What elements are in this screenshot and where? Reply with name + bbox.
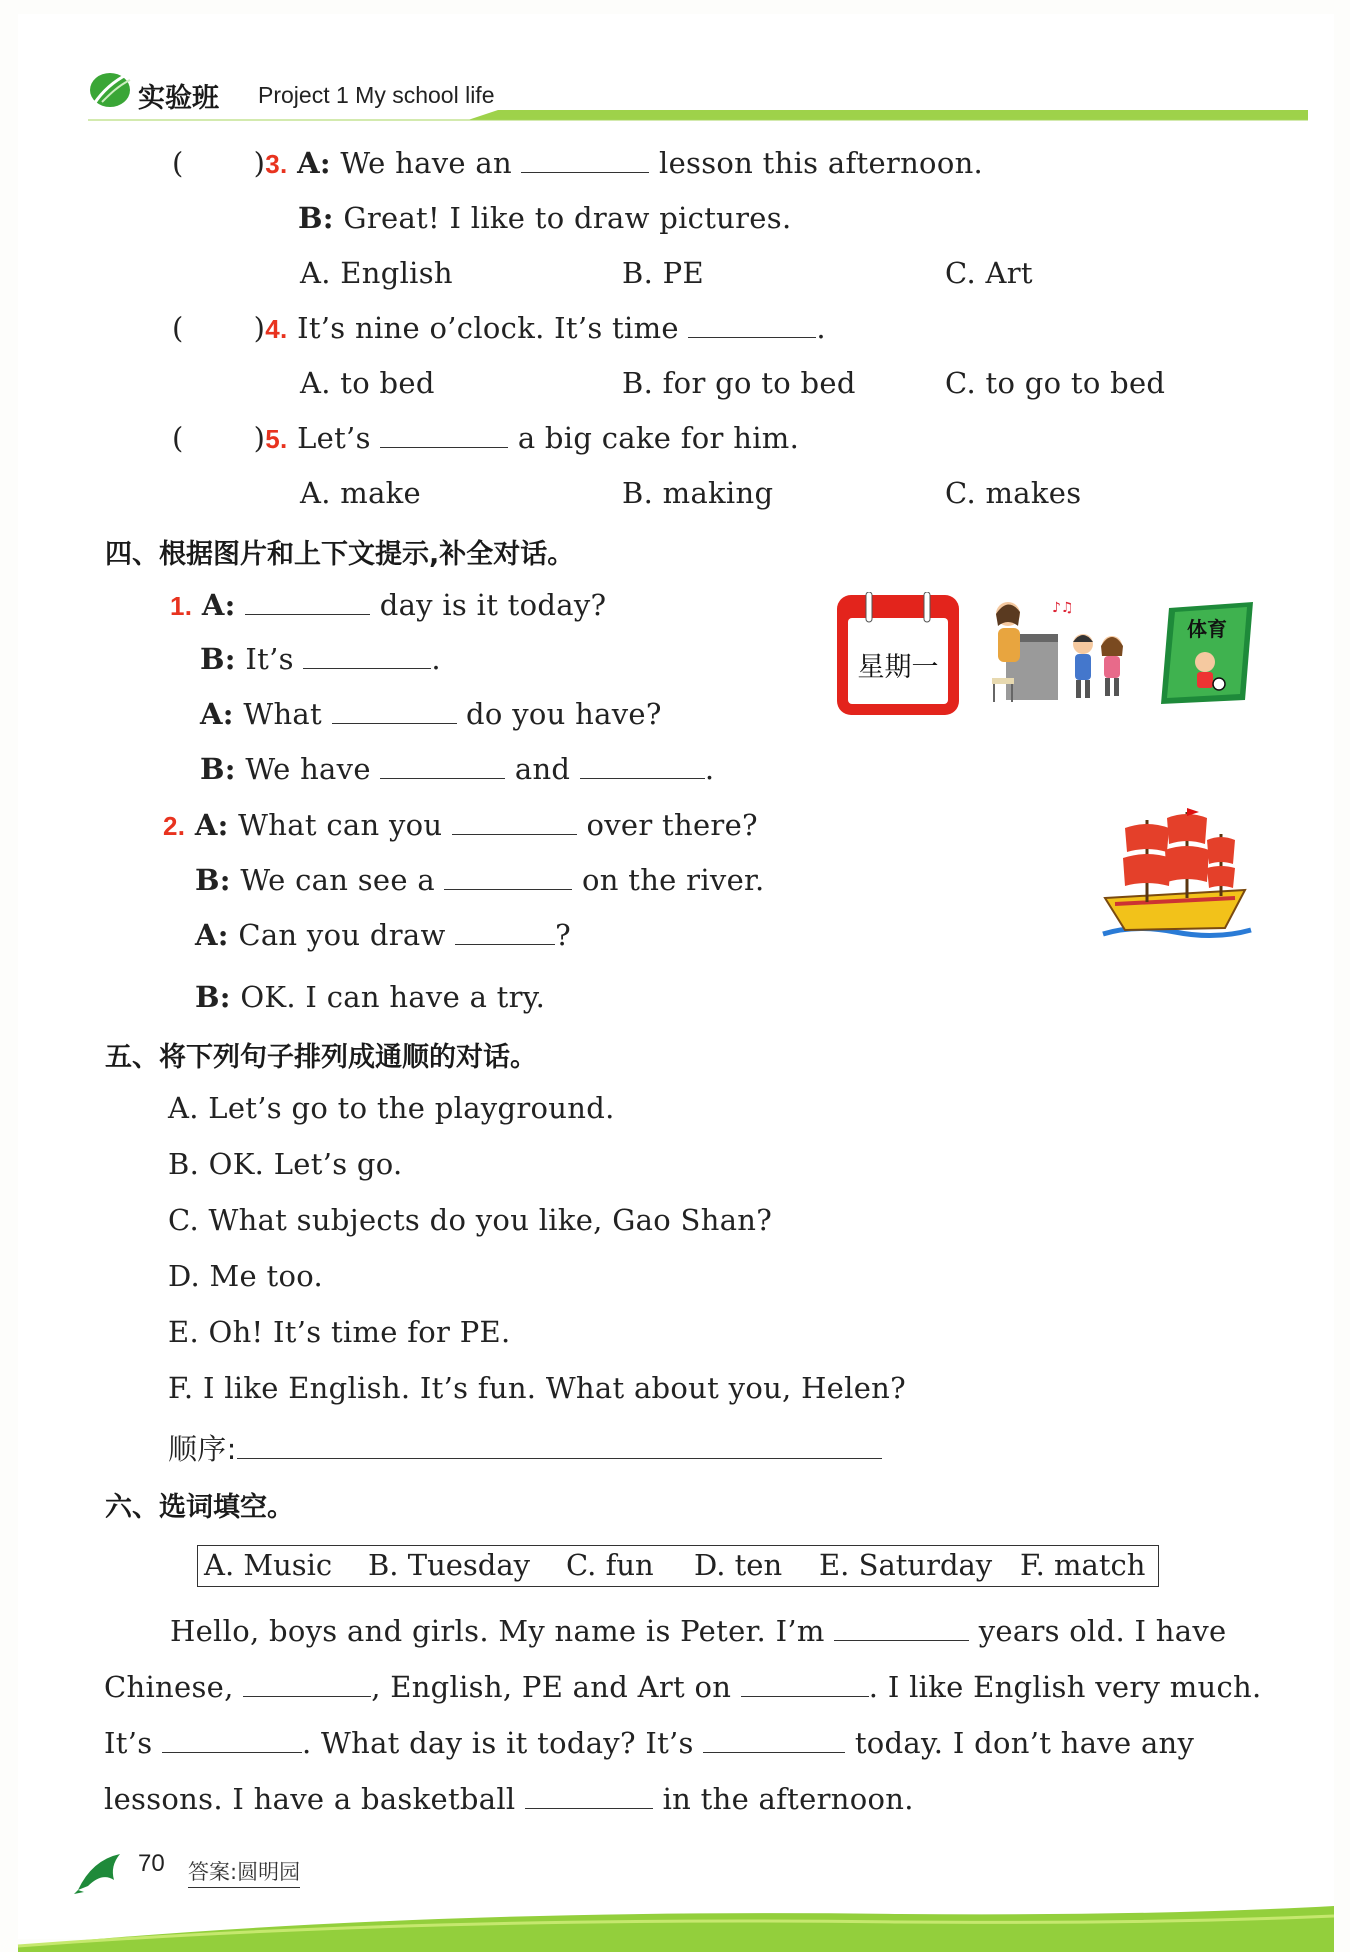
- d2-text-1b: over there?: [586, 808, 758, 842]
- s6-text-3a: It’s: [104, 1726, 153, 1760]
- s6-line-3: [104, 1726, 1194, 1760]
- footer-green-wave: [0, 1888, 1350, 1952]
- d1-text-1: day is it today?: [379, 588, 607, 622]
- q3-option-b: B. PE: [622, 256, 704, 290]
- word-option-saturday: E. Saturday: [819, 1548, 993, 1582]
- s5-order-line: [168, 1427, 882, 1468]
- s6-blank-1[interactable]: [834, 1618, 969, 1641]
- s6-text-2b: , English, PE and Art on: [371, 1670, 732, 1704]
- header-green-bar: [88, 108, 1308, 122]
- s6-text-2a: Chinese,: [104, 1670, 234, 1704]
- d2-blank-3[interactable]: [455, 922, 555, 945]
- q5-text-post: a big cake for him.: [517, 421, 800, 455]
- answer-paren-open: (: [172, 146, 184, 180]
- music-class-picture: [988, 598, 1138, 708]
- question-number: 4.: [265, 314, 288, 344]
- speaker-a: A:: [201, 588, 236, 622]
- d1-blank-3[interactable]: [332, 701, 457, 724]
- q3-option-a: A. English: [300, 256, 453, 290]
- s6-text-1b: years old. I have: [978, 1614, 1227, 1648]
- d1-blank-1[interactable]: [245, 592, 370, 615]
- d2-blank-1[interactable]: [452, 812, 577, 835]
- speaker-a: A:: [297, 146, 331, 180]
- speaker-b: B:: [298, 201, 334, 235]
- s6-text-1a: Hello, boys and girls. My name is Peter. I’m: [170, 1614, 825, 1648]
- answer-note: 答案:圆明园: [188, 1856, 300, 1888]
- dialog-number: 2.: [163, 811, 186, 841]
- d1-line-4: [200, 752, 714, 786]
- q4-line: [172, 311, 826, 345]
- project-title: Project 1 My school life: [258, 82, 495, 108]
- section-4-title: 四、根据图片和上下文提示,补全对话。: [105, 539, 575, 570]
- d2-line-3: [195, 918, 571, 952]
- q4-text: It’s nine o’clock. It’s time: [297, 311, 679, 345]
- answer-paren-close: ): [253, 421, 266, 455]
- speaker-b: B:: [200, 642, 236, 676]
- s6-blank-2[interactable]: [243, 1674, 371, 1697]
- s5-item-c: C. What subjects do you like, Gao Shan?: [168, 1203, 773, 1237]
- d2-line-2: [195, 863, 765, 897]
- word-option-tuesday: B. Tuesday: [368, 1548, 531, 1582]
- d1-text-4b: and: [514, 752, 571, 786]
- q3-b-text: Great! I like to draw pictures.: [343, 201, 792, 235]
- d1-text-3a: What: [243, 697, 322, 731]
- pe-book-picture: [1155, 600, 1255, 710]
- calendar-label: 星期一: [857, 652, 939, 683]
- q5-option-b: B. making: [622, 476, 774, 510]
- d1-period: .: [431, 642, 441, 676]
- s5-item-a: A. Let’s go to the playground.: [168, 1091, 615, 1125]
- d2-text-2a: We can see a: [240, 863, 435, 897]
- s6-line-4: [104, 1782, 914, 1816]
- q4-period: .: [816, 311, 826, 345]
- dialog-number: 1.: [170, 591, 193, 621]
- q5-option-a: A. make: [300, 476, 422, 510]
- d2-line-4: [195, 980, 545, 1014]
- question-number: 3.: [265, 149, 288, 179]
- calendar-monday-picture: [834, 592, 962, 718]
- d2-text-3: Can you draw: [238, 918, 446, 952]
- word-option-ten: D. ten: [694, 1548, 783, 1582]
- q3-option-c: C. Art: [945, 256, 1033, 290]
- s5-item-e: E. Oh! It’s time for PE.: [168, 1315, 511, 1349]
- s6-blank-3[interactable]: [741, 1674, 869, 1697]
- answer-paren-close: ): [253, 146, 266, 180]
- page-number: 70: [138, 1850, 165, 1877]
- page-header: [88, 68, 1308, 118]
- s6-blank-5[interactable]: [703, 1730, 845, 1753]
- d1-blank-4[interactable]: [380, 756, 505, 779]
- word-bank-box: [197, 1545, 1159, 1587]
- book-label: 体育: [1187, 617, 1227, 641]
- answer-paren-close: ): [253, 311, 266, 345]
- speaker-b: B:: [195, 980, 231, 1014]
- word-option-fun: C. fun: [566, 1548, 654, 1582]
- s6-blank-6[interactable]: [525, 1786, 653, 1809]
- leaf-logo-icon: [88, 68, 136, 110]
- music-note-icon: ♪♫: [1052, 600, 1074, 616]
- s6-text-4b: in the afternoon.: [662, 1782, 914, 1816]
- d1-text-3b: do you have?: [466, 697, 662, 731]
- q4-option-c: C. to go to bed: [945, 366, 1166, 400]
- word-option-music: A. Music: [204, 1548, 333, 1582]
- d2-line-1: [163, 808, 758, 842]
- d1-text-4a: We have: [245, 752, 371, 786]
- q5-blank[interactable]: [380, 425, 508, 448]
- d2-text-1a: What can you: [238, 808, 443, 842]
- q4-option-a: A. to bed: [300, 366, 435, 400]
- d1-period: .: [704, 752, 715, 786]
- q3-text-pre: We have an: [340, 146, 512, 180]
- s6-text-4a: lessons. I have a basketball: [104, 1782, 516, 1816]
- speaker-a: A:: [200, 697, 234, 731]
- speaker-a: A:: [194, 808, 229, 842]
- d2-blank-2[interactable]: [444, 867, 572, 890]
- section-6-title: 六、选词填空。: [105, 1492, 294, 1523]
- answer-paren-open: (: [172, 421, 184, 455]
- speaker-a: A:: [195, 918, 229, 952]
- question-number: 5.: [265, 424, 288, 454]
- q3-blank[interactable]: [521, 150, 649, 173]
- d1-blank-2[interactable]: [303, 646, 431, 669]
- q3-line: [172, 146, 983, 180]
- page-sheet: [18, 14, 1334, 1939]
- word-option-match: F. match: [1020, 1548, 1146, 1582]
- q4-option-b: B. for go to bed: [622, 366, 856, 400]
- q5-option-c: C. makes: [945, 476, 1082, 510]
- s5-item-d: D. Me too.: [168, 1259, 324, 1293]
- d1-blank-5[interactable]: [580, 756, 705, 779]
- q5-text-pre: Let’s: [297, 421, 371, 455]
- order-label: 顺序:: [168, 1432, 237, 1466]
- q5-line: [172, 421, 799, 455]
- s5-item-f: F. I like English. It’s fun. What about you, Helen?: [168, 1371, 907, 1405]
- d1-line-2: [200, 642, 441, 676]
- q3-b-line: [298, 201, 791, 235]
- s6-text-3c: today. I don’t have any: [854, 1726, 1195, 1760]
- speaker-b: B:: [195, 863, 231, 897]
- q4-blank[interactable]: [688, 315, 816, 338]
- series-brand: 实验班: [138, 83, 219, 114]
- s6-text-2c: . I like English very much.: [868, 1670, 1262, 1704]
- d1-line-1: [170, 588, 606, 622]
- answer-paren-open: (: [172, 311, 184, 345]
- speaker-b: B:: [200, 752, 236, 786]
- d1-line-3: [200, 697, 662, 731]
- order-blank[interactable]: [237, 1436, 882, 1459]
- d2-text-4: OK. I can have a try.: [240, 980, 546, 1014]
- s6-line-1: [170, 1614, 1227, 1648]
- s5-item-b: B. OK. Let’s go.: [168, 1147, 403, 1181]
- d2-question-mark: ?: [555, 918, 571, 952]
- s6-blank-4[interactable]: [162, 1730, 302, 1753]
- s6-text-3b: . What day is it today? It’s: [301, 1726, 694, 1760]
- d1-text-2: It’s: [245, 642, 294, 676]
- section-5-title: 五、将下列句子排列成通顺的对话。: [105, 1042, 537, 1073]
- s6-line-2: [104, 1670, 1262, 1704]
- q3-text-post: lesson this afternoon.: [659, 146, 984, 180]
- d2-text-2b: on the river.: [582, 863, 765, 897]
- sailing-ship-picture: [1095, 806, 1255, 940]
